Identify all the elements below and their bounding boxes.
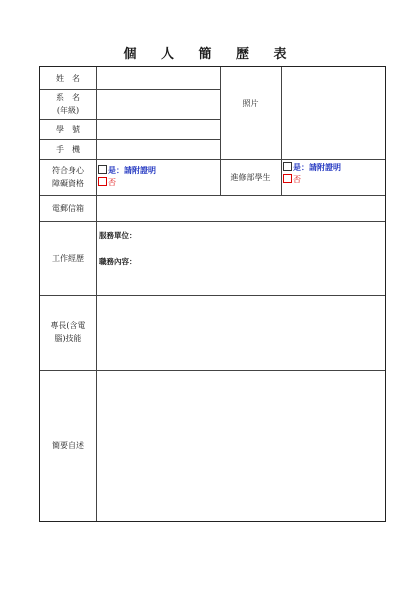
label-disability: [40, 164, 96, 190]
checkbox[interactable]: [98, 165, 107, 174]
disability-yes-option[interactable]: [98, 164, 156, 177]
checkbox[interactable]: [283, 174, 292, 183]
mobile-field[interactable]: [97, 140, 220, 159]
continuing-no-label: 否: [293, 175, 301, 184]
name-field[interactable]: [97, 67, 220, 89]
email-field[interactable]: [97, 196, 385, 221]
row-divider: [40, 221, 385, 222]
photo-label: 照片: [242, 99, 259, 108]
checkbox[interactable]: [98, 177, 107, 186]
label-skills-line2: 腦)技能: [54, 334, 82, 343]
resume-form-table: [39, 66, 386, 522]
page-title: 個 人 簡 歷 表: [123, 47, 297, 62]
disability-yes-label: 是：請附證明: [108, 165, 156, 175]
skills-field[interactable]: [97, 296, 385, 370]
work-experience-field[interactable]: [150, 227, 380, 287]
label-department: [40, 91, 96, 117]
disability-no-label: 否: [108, 178, 116, 187]
label-name: 姓 名: [56, 74, 80, 83]
row-divider: [40, 159, 385, 160]
label-disability-line2: 障礙資格: [52, 179, 84, 188]
checkbox[interactable]: [283, 162, 292, 171]
photo-area[interactable]: [282, 67, 385, 159]
self-intro-field[interactable]: [97, 371, 385, 521]
student-id-field[interactable]: [97, 120, 220, 139]
label-department-line2: (年級): [56, 106, 80, 115]
duties-label: 職務內容：: [99, 257, 137, 266]
label-self-intro: 簡要自述: [52, 441, 84, 450]
continuing-no-option[interactable]: [283, 174, 301, 186]
label-skills: [40, 319, 96, 345]
employer-label: 服務單位：: [99, 231, 137, 240]
label-skills-line1: 專長(含電: [50, 321, 86, 330]
continuing-yes-label: 是：請附證明: [293, 162, 341, 172]
label-department-line1: 系 名: [56, 93, 80, 102]
label-student-id: 學 號: [56, 125, 80, 134]
department-field[interactable]: [97, 90, 220, 119]
continuing-yes-option[interactable]: [283, 161, 341, 174]
disability-no-option[interactable]: [98, 177, 116, 189]
label-work-experience: 工作經歷: [52, 254, 84, 263]
label-email: 電郵信箱: [52, 204, 84, 213]
label-mobile: 手 機: [56, 145, 80, 154]
label-continuing-student: 進修部學生: [230, 173, 271, 182]
label-disability-line1: 符合身心: [52, 166, 84, 175]
